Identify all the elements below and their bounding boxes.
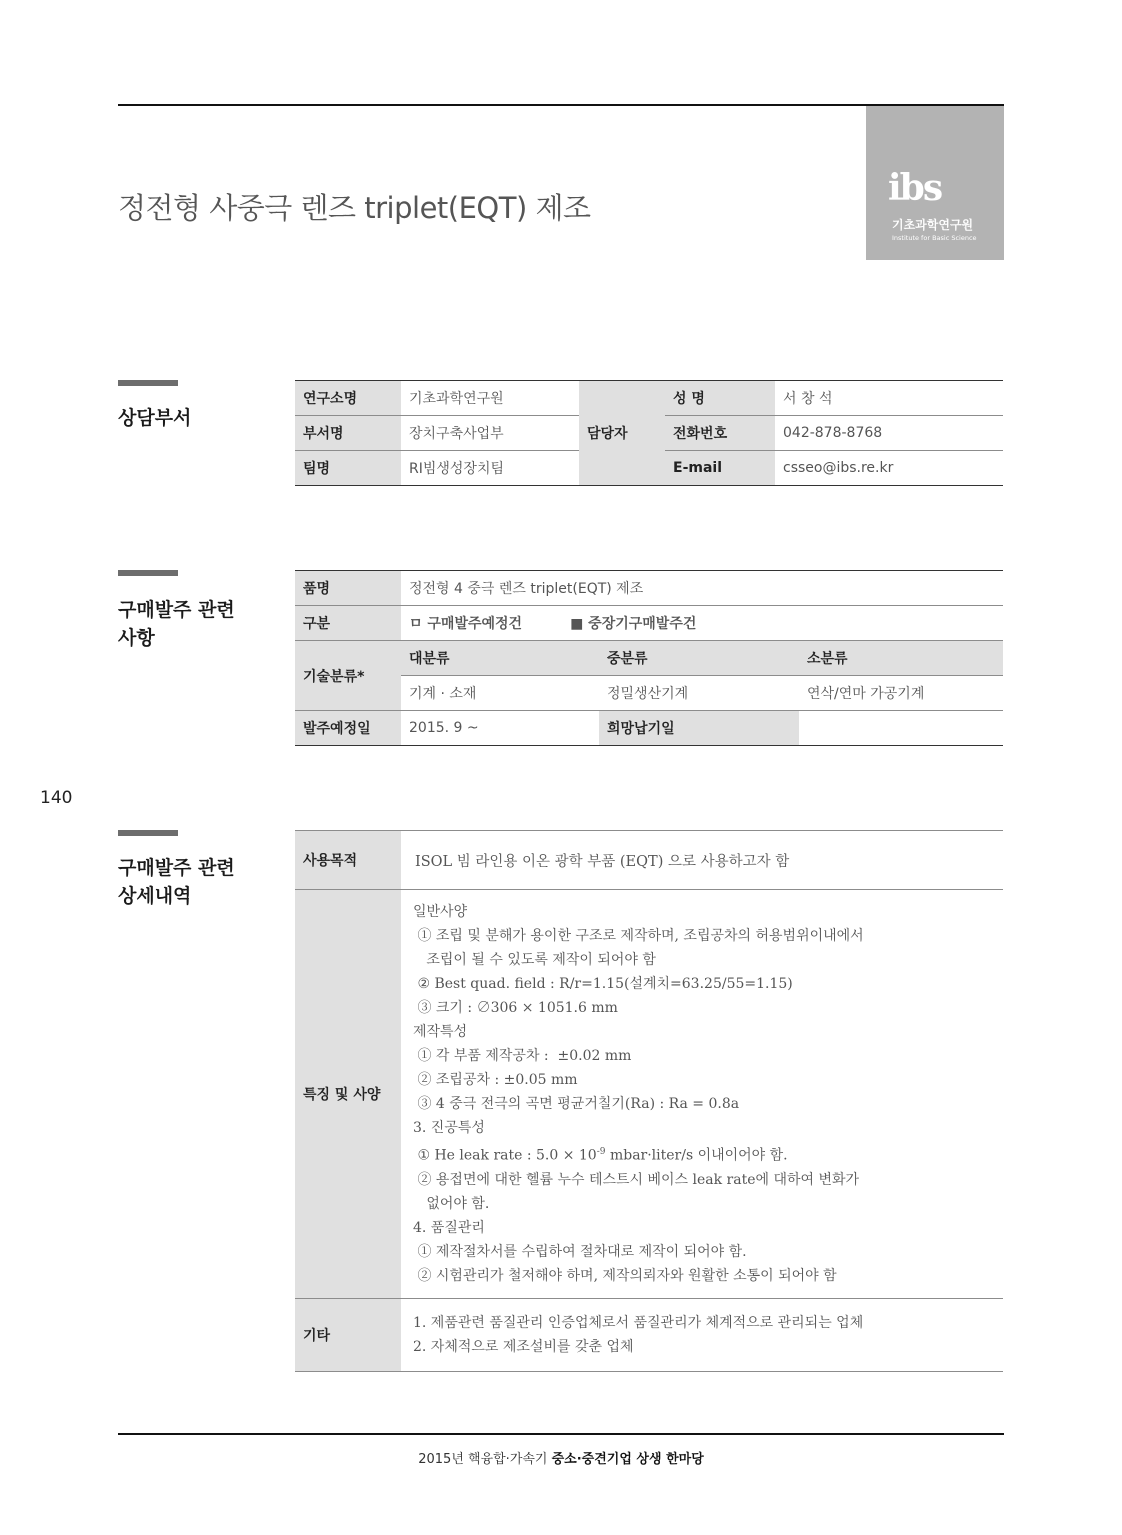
label-category: 구분 bbox=[295, 606, 401, 641]
spec-line: ② 조립공차 : ±0.05 mm bbox=[413, 1072, 578, 1088]
etc-line: 2. 자체적으로 제조설비를 갖춘 업체 bbox=[413, 1338, 634, 1355]
section-heading-detail-line1: 구매발주 관련 bbox=[118, 857, 235, 879]
value-name: 서 창 석 bbox=[775, 381, 1003, 416]
footer bbox=[0, 1448, 1122, 1467]
ibs-logo bbox=[866, 106, 1004, 260]
footer-prefix: 2015년 핵융합·가속기 bbox=[418, 1452, 552, 1467]
logo-korean-name: 기초과학연구원 bbox=[892, 218, 974, 232]
label-department: 부서명 bbox=[295, 416, 401, 451]
section-heading-consult: 상담부서 bbox=[118, 407, 192, 429]
option-long-term-purchase: ■ 중장기구매발주건 bbox=[570, 616, 697, 632]
value-purpose: ISOL 빔 라인용 이온 광학 부품 (EQT) 으로 사용하고자 함 bbox=[401, 831, 1003, 890]
value-institute: 기초과학연구원 bbox=[401, 381, 579, 416]
spec-line: ③ 4 중극 전극의 곡면 평균거칠기(Ra) : Ra = 0.8a bbox=[413, 1096, 740, 1112]
spec-line: ② Best quad. field : R/r=1.15(설계치=63.25/55=1.15) bbox=[413, 976, 793, 992]
spec-list bbox=[401, 890, 1003, 1299]
label-phone: 전화번호 bbox=[665, 416, 775, 451]
option-planned-purchase: ㅁ 구매발주예정건 bbox=[409, 616, 523, 632]
label-email: E-mail bbox=[665, 451, 775, 486]
detail-table bbox=[295, 830, 1003, 1372]
spec-line: 일반사양 bbox=[413, 904, 468, 920]
spec-line: 3. 진공특성 bbox=[413, 1120, 485, 1136]
etc-line: 1. 제품관련 품질관리 인증업체로서 품질관리가 체계적으로 관리되는 업체 bbox=[413, 1314, 864, 1331]
spec-line: 4. 품질관리 bbox=[413, 1219, 485, 1236]
footer-event-name: 중소·중견기업 상생 한마당 bbox=[551, 1452, 704, 1467]
label-contact-person: 담당자 bbox=[579, 381, 665, 486]
value-minor-class: 연삭/연마 가공기계 bbox=[799, 676, 1003, 711]
section-heading-detail-line2: 상세내역 bbox=[118, 885, 192, 907]
section-heading-order bbox=[118, 596, 235, 652]
section-heading-order-line1: 구매발주 관련 bbox=[118, 599, 235, 621]
value-major-class: 기계 · 소재 bbox=[401, 676, 599, 711]
value-order-date: 2015. 9 ~ bbox=[401, 711, 599, 746]
spec-line: ③ 크기 : ∅306 × 1051.6 mm bbox=[413, 1000, 618, 1016]
spec-line-he-leak bbox=[413, 1140, 991, 1168]
label-order-date: 발주예정일 bbox=[295, 711, 401, 746]
label-etc: 기타 bbox=[295, 1298, 401, 1371]
etc-list bbox=[401, 1298, 1003, 1371]
label-spec: 특징 및 사양 bbox=[295, 890, 401, 1299]
value-middle-class: 정밀생산기계 bbox=[599, 676, 799, 711]
spec-line: ② 시험관리가 철저해야 하며, 제작의뢰자와 원활한 소통이 되어야 함 bbox=[413, 1267, 837, 1284]
he-leak-suffix: mbar·liter/s 이내이어야 함. bbox=[605, 1147, 788, 1164]
label-institute: 연구소명 bbox=[295, 381, 401, 416]
spec-line: 없어야 함. bbox=[413, 1195, 490, 1212]
section-heading-order-line2: 사항 bbox=[118, 627, 155, 649]
logo-english-name: Institute for Basic Science bbox=[892, 234, 977, 242]
section-bar-consult bbox=[118, 380, 178, 386]
header-minor-class: 소분류 bbox=[799, 641, 1003, 676]
bottom-rule bbox=[118, 1433, 1004, 1435]
label-purpose: 사용목적 bbox=[295, 831, 401, 890]
value-email[interactable]: csseo@ibs.re.kr bbox=[775, 451, 1003, 486]
section-bar-detail bbox=[118, 830, 178, 836]
he-leak-exponent: -9 bbox=[596, 1147, 606, 1157]
spec-line: 조립이 될 수 있도록 제작이 되어야 함 bbox=[413, 952, 656, 968]
page-number: 140 bbox=[40, 788, 73, 808]
label-name: 성 명 bbox=[665, 381, 775, 416]
value-phone: 042-878-8768 bbox=[775, 416, 1003, 451]
page-title: 정전형 사중극 렌즈 triplet(EQT) 제조 bbox=[118, 191, 591, 225]
label-delivery-date: 희망납기일 bbox=[599, 711, 799, 746]
category-options bbox=[401, 606, 1003, 641]
section-bar-order bbox=[118, 570, 178, 576]
spec-line: 제작특성 bbox=[413, 1024, 468, 1040]
label-team: 팀명 bbox=[295, 451, 401, 486]
value-delivery-date bbox=[799, 711, 1003, 746]
value-department: 장치구축사업부 bbox=[401, 416, 579, 451]
value-team: RI빔생성장치팀 bbox=[401, 451, 579, 486]
section-heading-detail bbox=[118, 854, 235, 910]
logo-mark: ibs bbox=[888, 167, 942, 209]
spec-line: ① 조립 및 분해가 용이한 구조로 제작하며, 조립공차의 허용범위이내에서 bbox=[413, 928, 864, 944]
spec-line: ② 용접면에 대한 헬륨 누수 테스트시 베이스 leak rate에 대하여 변화가 bbox=[413, 1171, 860, 1188]
value-item: 정전형 4 중극 렌즈 triplet(EQT) 제조 bbox=[401, 571, 1003, 606]
consult-table bbox=[295, 380, 1003, 486]
he-leak-prefix: ① He leak rate : 5.0 × 10 bbox=[413, 1147, 597, 1164]
spec-line: ① 각 부품 제작공차 : ±0.02 mm bbox=[413, 1048, 632, 1064]
label-tech-class: 기술분류* bbox=[295, 641, 401, 711]
header-major-class: 대분류 bbox=[401, 641, 599, 676]
header-middle-class: 중분류 bbox=[599, 641, 799, 676]
order-table bbox=[295, 570, 1003, 746]
label-item: 품명 bbox=[295, 571, 401, 606]
spec-line: ① 제작절차서를 수립하여 절차대로 제작이 되어야 함. bbox=[413, 1243, 747, 1260]
